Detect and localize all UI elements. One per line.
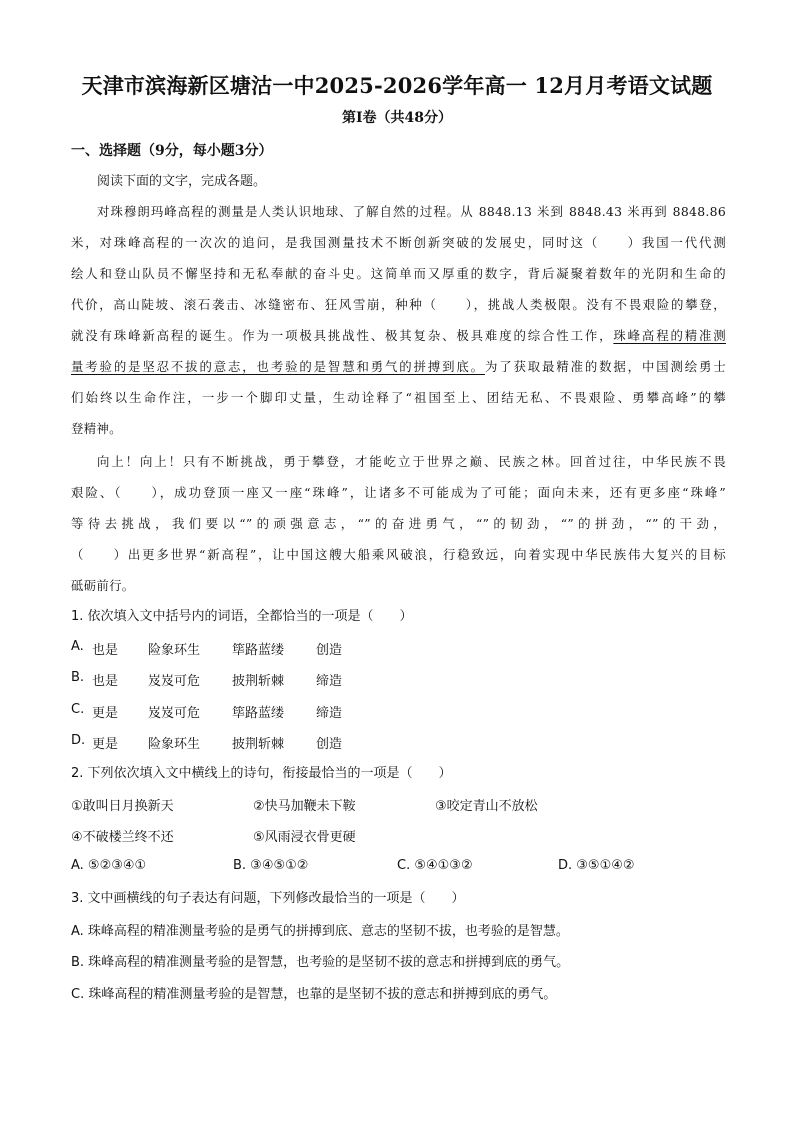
q1-option-d-word-1: 更是: [92, 737, 119, 752]
q1-option-c-word-4: 缔造: [316, 706, 343, 721]
underlined-sentence-part-1: 珠峰高程的精准测: [613, 328, 726, 343]
q1-option-a-word-2: 险象环生: [148, 643, 201, 658]
passage-line-6: [71, 357, 726, 377]
passage-line-5-text: 就没有珠峰新高程的诞生。作为一项极具挑战性、极其复杂、极具难度的综合性工作，: [71, 328, 614, 343]
q3-option-b: B. 珠峰高程的精准测量考验的是智慧，也考验的是坚韧不拔的意志和拼搏到底的勇气。: [71, 955, 570, 970]
q1-option-c-word-2: 岌岌可危: [148, 706, 201, 721]
q1-option-a-word-3: 筚路蓝缕: [232, 643, 285, 658]
q1-option-c-word-1: 更是: [92, 706, 119, 721]
q1-option-a-letter: A.: [71, 639, 84, 654]
q1-option-d-letter: D.: [71, 733, 86, 748]
section-heading: 一、选择题（9分，每小题3分）: [71, 143, 273, 159]
q2-poem-3: ③咬定青山不放松: [435, 799, 538, 814]
passage-line-8: 登精神。: [71, 421, 122, 436]
passage-line-2: 米，对珠峰高程的一次次的追问，是我国测量技术不断创新突破的发展史，同时这（ ）我国一代代测: [71, 235, 726, 250]
q1-option-a-word-1: 也是: [92, 643, 119, 658]
passage-line-9: 向上！向上！只有不断挑战，勇于攀登，才能屹立于世界之巅、民族之林。回首过往，中华民族不畏: [97, 454, 726, 469]
q1-option-b-word-2: 岌岌可危: [148, 674, 201, 689]
passage-line-5: [71, 326, 726, 346]
q2-option-c: C. ⑤④①③②: [397, 858, 473, 873]
passage-line-13: 砥砺前行。: [71, 578, 135, 593]
q1-option-d-word-2: 险象环生: [148, 737, 201, 752]
q1-option-d-word-3: 披荆斩棘: [232, 737, 285, 752]
q2-option-d: D. ③⑤①④②: [558, 858, 635, 873]
passage-line-4: 代价，高山陡坡、滚石袭击、冰缝密布、狂风雪崩，种种（ ），挑战人类极限。没有不畏艰险的攀登，: [71, 297, 726, 312]
reading-instruction: 阅读下面的文字，完成各题。: [97, 174, 267, 189]
q2-option-b: B. ③④⑤①②: [233, 858, 309, 873]
question-1-stem: 1. 依次填入文中括号内的词语，全都恰当的一项是（ ）: [71, 609, 413, 624]
q1-option-c-letter: C.: [71, 702, 85, 717]
q3-option-a: A. 珠峰高程的精准测量考验的是勇气的拼搏到底、意志的坚韧不拔，也考验的是智慧。: [71, 924, 569, 939]
passage-line-12: （ ）出更多世界“新高程”，让中国这艘大船乘风破浪，行稳致远，向着实现中华民族伟大复兴的目标: [71, 547, 726, 562]
passage-line-1: 对珠穆朗玛峰高程的测量是人类认识地球、了解自然的过程。从 8848.13 米到 8848.43 米再到 8848.86: [97, 204, 726, 219]
q2-poem-4: ④不破楼兰终不还: [71, 830, 174, 845]
q2-option-a: A. ⑤②③④①: [71, 858, 147, 873]
passage-line-7: 们始终以生命作注，一步一个脚印丈量，生动诠释了“祖国至上、团结无私、不畏艰险、勇攀高峰”的攀: [71, 390, 726, 405]
q2-poem-5: ⑤风雨浸衣骨更硬: [253, 830, 356, 845]
paper-part-title: 第Ⅰ卷（共48分）: [341, 110, 453, 126]
page-title: 天津市滨海新区塘沽一中2025-2026学年高一 12月月考语文试题: [81, 73, 713, 98]
q3-option-c: C. 珠峰高程的精准测量考验的是智慧，也靠的是坚韧不拔的意志和拼搏到底的勇气。: [71, 987, 557, 1002]
q1-option-b-word-3: 披荆斩棘: [232, 674, 285, 689]
q1-option-c-word-3: 筚路蓝缕: [232, 706, 285, 721]
passage-line-3: 绘人和登山队员不懈坚持和无私奉献的奋斗史。这简单而又厚重的数字，背后凝聚着数年的光阴和生命的: [71, 266, 726, 281]
passage-line-6-text: 为了获取最精准的数据，中国测绘勇士: [484, 359, 727, 374]
question-2-stem: 2. 下列依次填入文中横线上的诗句，衔接最恰当的一项是（ ）: [71, 766, 452, 781]
passage-line-11: 等待去挑战，我们要以“”的顽强意志，“”的奋进勇气，“”的韧劲，“”的拼劲，“”的干劲，: [71, 516, 726, 531]
question-3-stem: 3. 文中画横线的句子表达有问题，下列修改最恰当的一项是（ ）: [71, 891, 465, 906]
q1-option-b-letter: B.: [71, 670, 85, 685]
passage-line-10: 艰险、（ ），成功登顶一座又一座“珠峰”，让诸多不可能成为了可能；面向未来，还有更多座“珠峰”: [71, 485, 726, 500]
underlined-sentence-part-2: 量考验的是坚忍不拔的意志，也考验的是智慧和勇气的拼搏到底。: [71, 359, 485, 374]
q1-option-a-word-4: 创造: [316, 643, 343, 658]
q2-poem-2: ②快马加鞭未下鞍: [253, 799, 356, 814]
q1-option-d-word-4: 创造: [316, 737, 343, 752]
q1-option-b-word-1: 也是: [92, 674, 119, 689]
q1-option-b-word-4: 缔造: [316, 674, 343, 689]
q2-poem-1: ①敢叫日月换新天: [71, 799, 174, 814]
